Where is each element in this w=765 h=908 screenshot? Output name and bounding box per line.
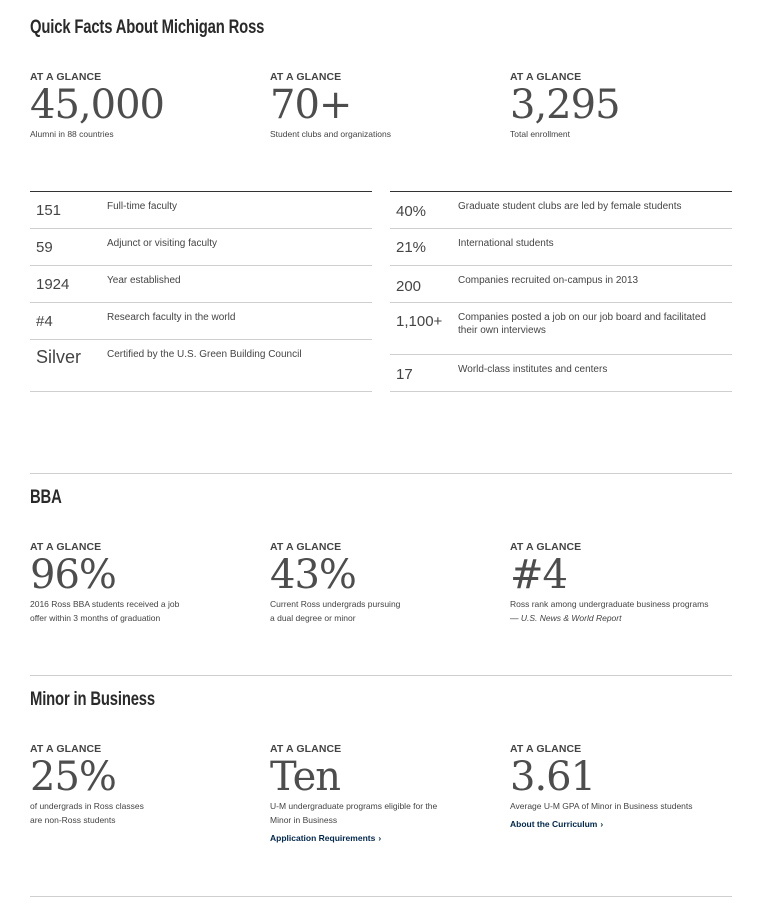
glance-caption: Alumni in 88 countries — [30, 129, 114, 139]
fact-number: Silver — [36, 347, 82, 367]
glance-value: #4 — [510, 552, 567, 598]
caption-line: Minor in Business — [270, 815, 338, 825]
glance-caption: Total enrollment — [510, 129, 571, 139]
glance-minor-gpa — [510, 743, 730, 829]
glance-value: 43% — [270, 552, 356, 598]
glance-caption — [30, 597, 250, 625]
caption-line: Average U-M GPA of Minor in Business students — [510, 801, 693, 811]
glance-caption — [270, 799, 490, 827]
glance-label: AT A GLANCE — [30, 743, 102, 755]
fact-number: 151 — [36, 202, 62, 219]
glance-caption — [270, 597, 490, 625]
facts-table-left — [30, 191, 372, 392]
section-divider — [30, 473, 732, 474]
glance-value: 45,000 — [30, 82, 164, 128]
glance-minor-non-ross — [30, 743, 250, 827]
caption-line: U-M undergraduate programs eligible for the — [270, 801, 438, 811]
fact-number: 200 — [396, 278, 422, 295]
glance-label: AT A GLANCE — [510, 541, 582, 553]
fact-number: 59 — [36, 239, 53, 256]
table-row — [30, 303, 372, 340]
fact-number: #4 — [36, 313, 53, 330]
glance-alumni — [30, 71, 250, 141]
table-row — [30, 266, 372, 303]
fact-description: Graduate student clubs are led by female students — [458, 201, 682, 212]
section-divider — [30, 675, 732, 676]
fact-description: Companies recruited on-campus in 2013 — [458, 275, 639, 286]
glance-bba-dual-degree — [270, 541, 490, 625]
section-title-bba: BBA — [30, 487, 62, 508]
glance-bba-rank — [510, 541, 740, 625]
table-row — [390, 266, 732, 303]
fact-number: 1,100+ — [396, 313, 443, 330]
fact-description: International students — [458, 238, 554, 249]
glance-value: 3.61 — [510, 754, 596, 800]
glance-label: AT A GLANCE — [30, 71, 102, 83]
table-row — [30, 229, 372, 266]
glance-value: 96% — [30, 552, 116, 598]
link-label: About the Curriculum — [510, 819, 598, 829]
fact-number: 21% — [396, 239, 427, 256]
caption-line: Ross rank among undergraduate business programs — [510, 599, 709, 609]
glance-label: AT A GLANCE — [270, 541, 342, 553]
fact-description: Research faculty in the world — [107, 312, 236, 323]
fact-description: Full-time faculty — [107, 201, 178, 212]
glance-value: Ten — [270, 754, 341, 800]
glance-value: 70+ — [270, 82, 352, 128]
caption-source: — U.S. News & World Report — [510, 613, 622, 623]
fact-number: 40% — [396, 203, 427, 220]
glance-label: AT A GLANCE — [510, 71, 582, 83]
glance-enrollment — [510, 71, 730, 141]
table-row — [390, 229, 732, 266]
glance-caption — [30, 799, 250, 827]
fact-number: 1924 — [36, 276, 70, 293]
about-curriculum-link[interactable] — [510, 819, 730, 829]
section-divider — [30, 896, 732, 897]
glance-bba-job-offer — [30, 541, 250, 625]
glance-value: 3,295 — [510, 82, 620, 128]
table-row — [30, 340, 372, 392]
glance-minor-programs — [270, 743, 490, 843]
fact-description: Adjunct or visiting faculty — [107, 238, 218, 249]
fact-description: Certified by the U.S. Green Building Council — [107, 349, 302, 360]
glance-clubs — [270, 71, 490, 141]
glance-label: AT A GLANCE — [270, 743, 342, 755]
fact-description: Companies posted a job on our job board and facilitated their own interviews — [458, 312, 706, 336]
glance-caption — [510, 597, 740, 625]
caption-line: 2016 Ross BBA students received a job — [30, 599, 180, 609]
caption-line: of undergrads in Ross classes — [30, 801, 144, 811]
link-label: Application Requirements — [270, 833, 376, 843]
caption-line: are non-Ross students — [30, 815, 116, 825]
table-row — [390, 192, 732, 229]
caption-line: a dual degree or minor — [270, 613, 356, 623]
application-requirements-link[interactable] — [270, 833, 490, 843]
glance-caption: Student clubs and organizations — [270, 129, 391, 139]
glance-value: 25% — [30, 754, 116, 800]
glance-label: AT A GLANCE — [270, 71, 342, 83]
glance-label: AT A GLANCE — [510, 743, 582, 755]
caption-line: Current Ross undergrads pursuing — [270, 599, 401, 609]
caption-line: offer within 3 months of graduation — [30, 613, 161, 623]
table-row — [30, 192, 372, 229]
chevron-right-icon: › — [600, 819, 604, 829]
facts-table-right — [390, 191, 732, 392]
glance-caption — [510, 799, 730, 813]
section-title-minor: Minor in Business — [30, 689, 155, 710]
fact-description: World-class institutes and centers — [458, 364, 608, 375]
table-row — [390, 355, 732, 392]
table-row — [390, 303, 732, 355]
section-title-quick-facts: Quick Facts About Michigan Ross — [30, 17, 265, 38]
fact-description: Year established — [107, 275, 181, 286]
glance-label: AT A GLANCE — [30, 541, 102, 553]
fact-number: 17 — [396, 366, 413, 383]
chevron-right-icon: › — [378, 833, 382, 843]
